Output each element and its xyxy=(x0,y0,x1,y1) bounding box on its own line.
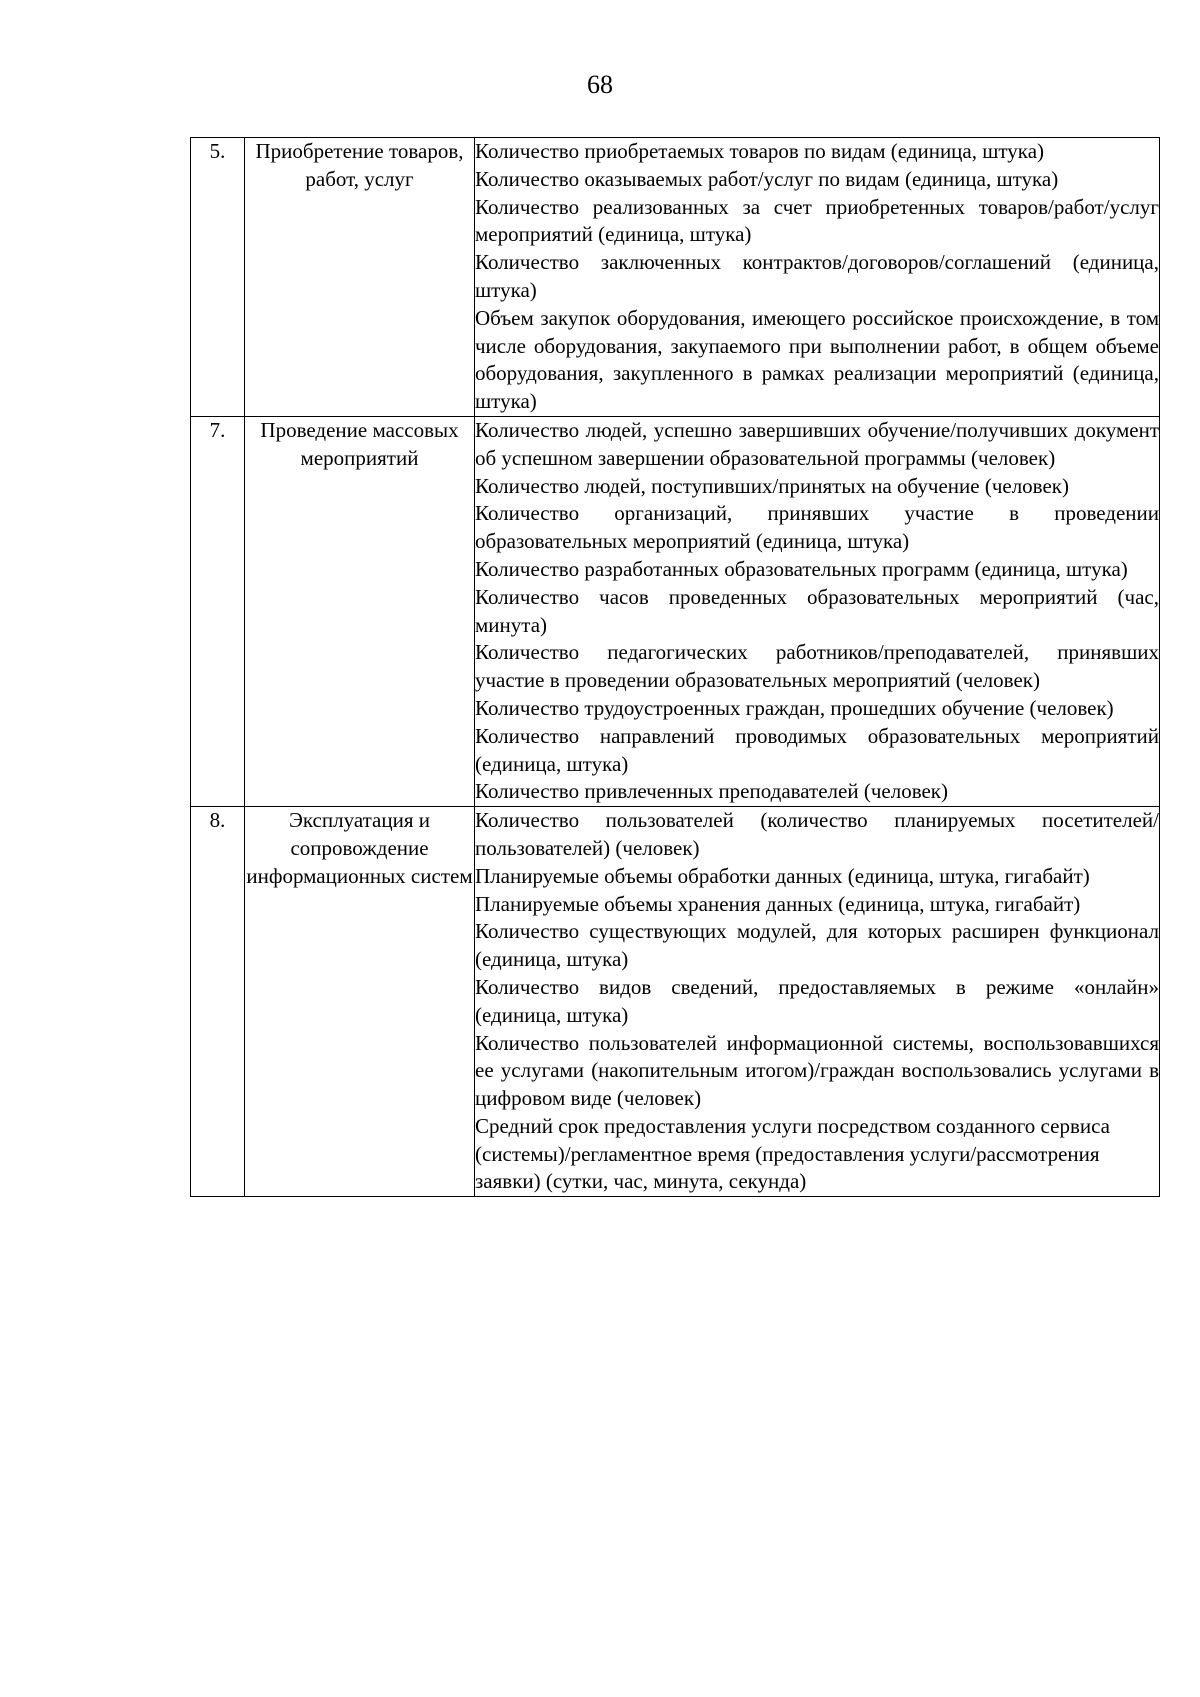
indicator-item: Планируемые объемы обработки данных (единица, штука, гигабайт) xyxy=(475,863,1090,888)
indicators-cell xyxy=(475,807,1160,1197)
activity-name: Проведение массовых мероприятий xyxy=(245,416,475,806)
indicators-cell xyxy=(475,138,1160,417)
indicator-item: Количество пользователей (количество планируемых посетителей/пользователей) (человек) xyxy=(475,808,1159,860)
activity-name: Эксплуатация и сопровождение информационных систем xyxy=(245,807,475,1197)
row-number: 7. xyxy=(191,416,245,806)
indicator-item: Количество привлеченных преподавателей (человек) xyxy=(475,779,949,804)
indicator-item: Количество педагогических работников/преподавателей, принявших участие в проведении образовательных мероприятий (человек) xyxy=(475,640,1159,693)
indicator-item: Количество видов сведений, предоставляемых в режиме «онлайн» (единица, штука) xyxy=(475,974,1159,1027)
indicator-item: Количество приобретаемых товаров по видам (единица, штука) xyxy=(475,139,1045,163)
indicator-item: Количество часов проведенных образовательных мероприятий (час, минута) xyxy=(475,584,1159,637)
indicator-item: Количество разработанных образовательных программ (единица, штука) xyxy=(475,556,1128,581)
indicators-table xyxy=(190,137,1160,1197)
indicator-item: Средний срок предоставления услуги посредством созданного сервиса (системы)/регламентное время (предоставления услуги/рассмотрения заявки) (сутки, час, минута, секунда) xyxy=(475,1113,1110,1194)
indicator-item: Количество людей, поступивших/принятых на обучение (человек) xyxy=(475,473,1069,498)
table-row xyxy=(191,807,1160,1197)
indicator-item: Количество пользователей информационной системы, воспользовавшихся ее услугами (накопительным итогом)/граждан воспользовались услугами в цифровом виде (человек) xyxy=(475,1030,1159,1111)
indicator-item: Количество реализованных за счет приобретенных товаров/работ/услуг мероприятий (единица, штука) xyxy=(475,194,1159,247)
indicators-cell xyxy=(475,416,1160,806)
indicator-item: Количество людей, успешно завершивших обучение/получивших документ об успешном завершении образовательной программы (человек) xyxy=(475,417,1159,470)
indicator-item: Количество заключенных контрактов/договоров/соглашений (единица, штука) xyxy=(475,250,1159,302)
indicator-item: Количество организаций, принявших участие в проведении образовательных мероприятий (единица, штука) xyxy=(475,501,1159,554)
indicator-item: Количество оказываемых работ/услуг по видам (единица, штука) xyxy=(475,166,1059,191)
indicator-item: Планируемые объемы хранения данных (единица, штука, гигабайт) xyxy=(475,891,1081,916)
page-number: 68 xyxy=(587,70,613,99)
row-number: 5. xyxy=(191,138,245,417)
activity-name: Приобретение товаров, работ, услуг xyxy=(245,138,475,417)
table-row xyxy=(191,416,1160,806)
indicator-item: Количество существующих модулей, для которых расширен функционал (единица, штука) xyxy=(475,919,1159,972)
indicator-item: Количество направлений проводимых образовательных мероприятий (единица, штука) xyxy=(475,723,1159,776)
indicator-item: Количество трудоустроенных граждан, прошедших обучение (человек) xyxy=(475,695,1114,720)
indicator-item: Объем закупок оборудования, имеющего российское происхождение, в том числе оборудования, закупаемого при выполнении работ, в общем объеме оборудования, закупленного в рамках реализации мероприятий (единица, штука) xyxy=(475,305,1159,414)
row-number: 8. xyxy=(191,807,245,1197)
table-row xyxy=(191,138,1160,417)
